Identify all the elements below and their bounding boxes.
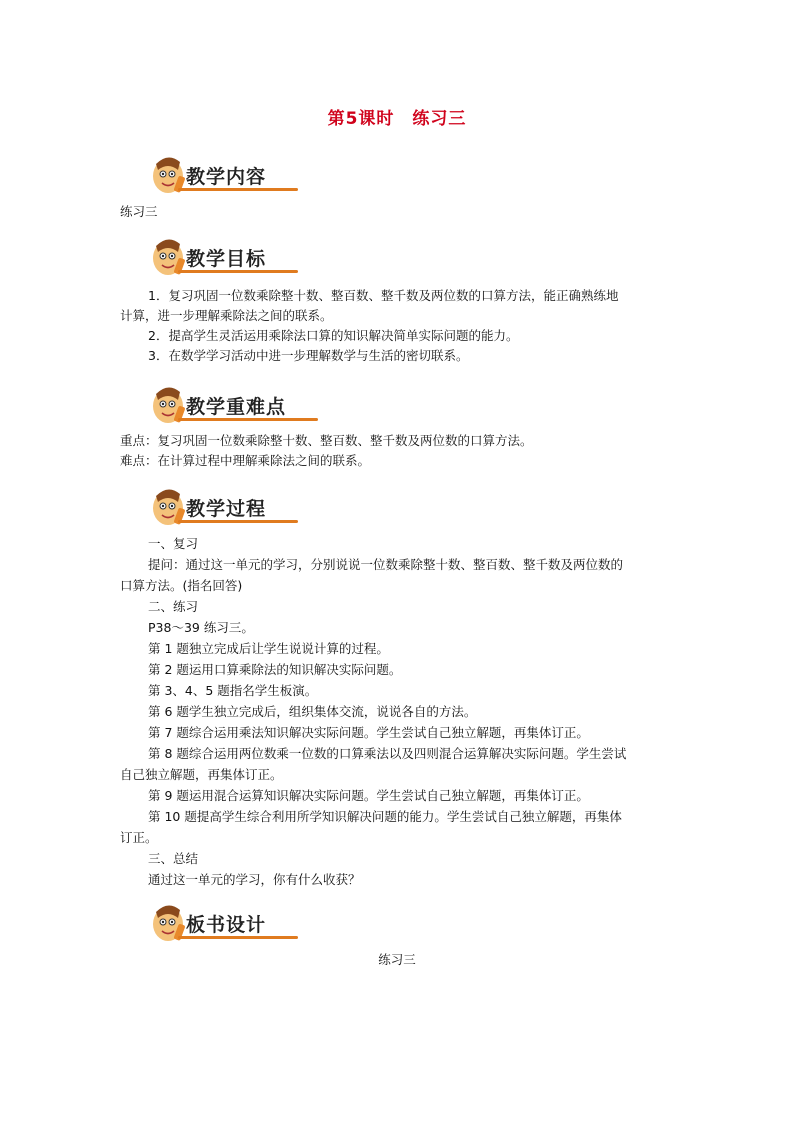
section-heading-label: 教学重难点	[186, 396, 287, 418]
process-line: 口算方法。(指名回答)	[120, 578, 243, 593]
heading-underline	[178, 936, 298, 939]
section-heading-process	[148, 482, 308, 530]
lesson-name: 练习三	[412, 109, 467, 129]
heading-underline	[178, 188, 298, 191]
lesson-number: 第5课时	[327, 109, 395, 129]
heading-underline	[178, 520, 298, 523]
heading-underline	[178, 418, 318, 421]
objective-line: 计算，进一步理解乘除法之间的联系。	[120, 308, 333, 323]
process-line: 三、总结	[148, 851, 199, 866]
process-line: 二、练习	[148, 599, 199, 614]
process-line: 第 6 题学生独立完成后，组织集体交流，说说各自的方法。	[148, 704, 477, 719]
process-line: 自己独立解题，再集体订正。	[120, 767, 283, 782]
section-heading-label: 教学内容	[186, 166, 267, 188]
objective-line: 3．在数学学习活动中进一步理解数学与生活的密切联系。	[148, 348, 469, 363]
content-text: 练习三	[120, 204, 158, 219]
section-heading-objectives	[148, 232, 308, 280]
section-heading-label: 板书设计	[186, 914, 267, 936]
process-line: P38～39 练习三。	[148, 620, 254, 635]
process-line: 第 8 题综合运用两位数乘一位数的口算乘法以及四则混合运算解决实际问题。学生尝试	[148, 746, 627, 761]
key-point-text: 重点：复习巩固一位数乘除整十数、整百数、整千数及两位数的口算方法。	[120, 433, 533, 448]
process-line: 第 2 题运用口算乘除法的知识解决实际问题。	[148, 662, 402, 677]
page-title	[0, 104, 794, 129]
process-line: 订正。	[120, 830, 158, 845]
process-line: 第 7 题综合运用乘法知识解决实际问题。学生尝试自己独立解题，再集体订正。	[148, 725, 589, 740]
process-line: 第 1 题独立完成后让学生说说计算的过程。	[148, 641, 389, 656]
section-heading-label: 教学过程	[186, 498, 267, 520]
section-heading-board	[148, 898, 308, 946]
objective-line: 1．复习巩固一位数乘除整十数、整百数、整千数及两位数的口算方法，能正确熟练地	[148, 288, 619, 303]
board-text: 练习三	[378, 952, 416, 967]
section-heading-content	[148, 150, 308, 198]
heading-underline	[178, 270, 298, 273]
objective-line: 2．提高学生灵活运用乘除法口算的知识解决简单实际问题的能力。	[148, 328, 519, 343]
process-line: 第 10 题提高学生综合利用所学知识解决问题的能力。学生尝试自己独立解题，再集体	[148, 809, 622, 824]
section-heading-label: 教学目标	[186, 248, 267, 270]
process-line: 第 9 题运用混合运算知识解决实际问题。学生尝试自己独立解题，再集体订正。	[148, 788, 589, 803]
process-line: 通过这一单元的学习，你有什么收获？	[148, 872, 361, 887]
section-heading-key-points	[148, 380, 308, 428]
process-line: 提问：通过这一单元的学习，分别说说一位数乘除整十数、整百数、整千数及两位数的	[148, 557, 624, 572]
difficult-point-text: 难点：在计算过程中理解乘除法之间的联系。	[120, 453, 371, 468]
process-line: 第 3、4、5 题指名学生板演。	[148, 683, 318, 698]
process-line: 一、复习	[148, 536, 199, 551]
